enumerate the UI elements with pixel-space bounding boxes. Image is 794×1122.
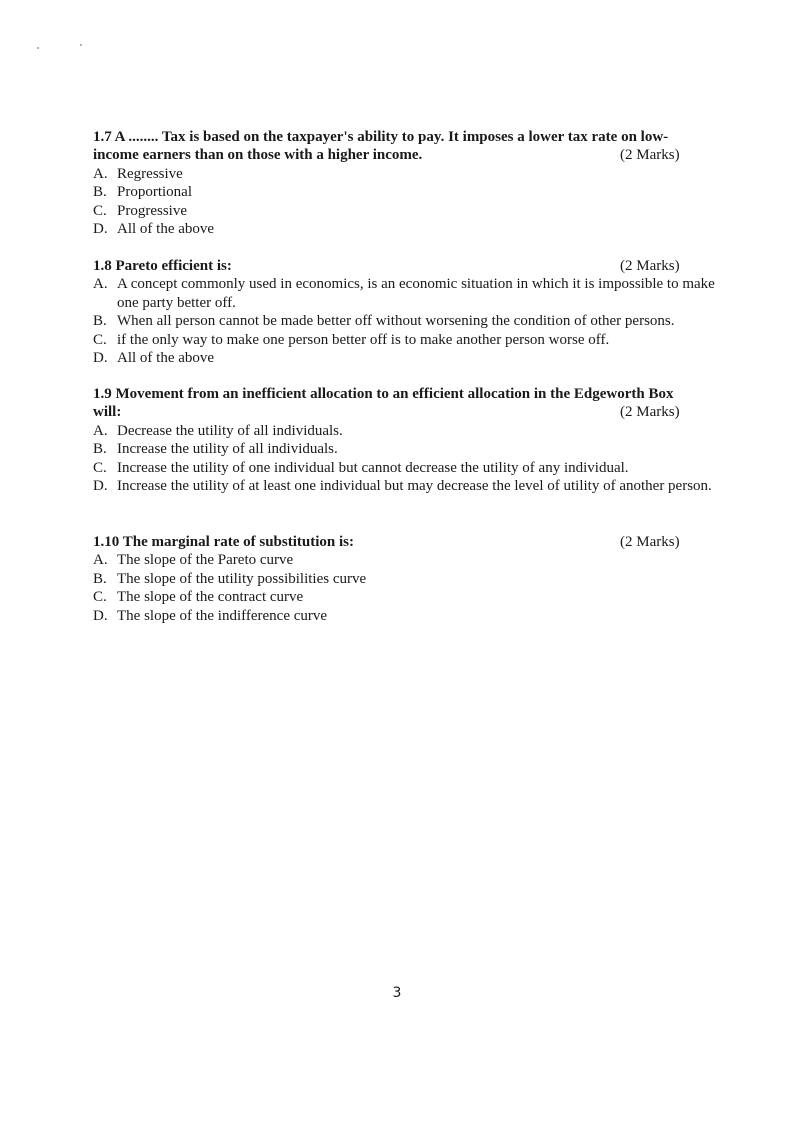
answer-option bbox=[93, 220, 723, 238]
answer-option bbox=[93, 165, 723, 183]
option-letter: A. bbox=[93, 276, 108, 293]
answer-option bbox=[93, 331, 723, 349]
option-text: Increase the utility of one individual but cannot decrease the utility of any individual. bbox=[117, 459, 629, 476]
option-text: All of the above bbox=[117, 350, 215, 367]
question-text-line bbox=[93, 146, 723, 164]
option-text: The slope of the indifference curve bbox=[117, 607, 328, 624]
option-letter: C. bbox=[93, 589, 107, 606]
option-letter: D. bbox=[93, 478, 108, 495]
question-text-line bbox=[93, 403, 723, 421]
option-text: A concept commonly used in economics, is an economic situation in which it is impossible to make one party better off. bbox=[117, 276, 715, 311]
answer-option bbox=[93, 588, 723, 606]
page-number: 3 bbox=[392, 985, 402, 1001]
option-letter: C. bbox=[93, 459, 107, 476]
option-text: Decrease the utility of all individuals. bbox=[117, 422, 343, 439]
option-text: Regressive bbox=[117, 165, 183, 182]
question-text: will: bbox=[93, 404, 122, 421]
option-letter: C. bbox=[93, 331, 107, 348]
question-1-9 bbox=[93, 385, 723, 495]
marks-label: (2 Marks) bbox=[620, 534, 680, 550]
answer-option bbox=[93, 570, 723, 588]
question-1-10 bbox=[93, 533, 723, 625]
option-text: Progressive bbox=[117, 202, 187, 219]
option-letter: B. bbox=[93, 570, 107, 587]
option-letter: A. bbox=[93, 422, 108, 439]
answer-option bbox=[93, 607, 723, 625]
question-text-line: 1.7 A ........ Tax is based on the taxpayer's ability to pay. It imposes a lower tax rate on low- bbox=[93, 129, 669, 145]
option-letter: B. bbox=[93, 184, 107, 201]
answer-option bbox=[93, 440, 723, 458]
option-text: When all person cannot be made better off without worsening the condition of other persons. bbox=[117, 313, 675, 330]
answer-option bbox=[93, 349, 723, 367]
option-text: if the only way to make one person better off is to make another person worse off. bbox=[117, 331, 610, 348]
marks-label: (2 Marks) bbox=[620, 258, 680, 274]
question-text-line: 1.9 Movement from an inefficient allocation to an efficient allocation in the Edgeworth Box bbox=[93, 386, 674, 402]
option-letter: D. bbox=[93, 350, 108, 367]
answer-option bbox=[93, 422, 723, 440]
question-text-line bbox=[93, 257, 723, 275]
option-text: All of the above bbox=[117, 221, 215, 238]
option-text: Increase the utility of at least one individual but may decrease the level of utility of another person. bbox=[117, 478, 712, 495]
option-text: The slope of the contract curve bbox=[117, 589, 304, 606]
option-letter: D. bbox=[93, 607, 108, 624]
option-letter: A. bbox=[93, 552, 108, 569]
option-letter: B. bbox=[93, 441, 107, 458]
scan-speck bbox=[80, 44, 82, 46]
question-text: 1.8 Pareto efficient is: bbox=[93, 258, 232, 274]
answer-option bbox=[93, 551, 723, 569]
option-text: The slope of the utility possibilities curve bbox=[117, 570, 367, 587]
question-text-line bbox=[93, 533, 723, 551]
answer-option bbox=[93, 312, 723, 330]
option-text: The slope of the Pareto curve bbox=[117, 552, 294, 569]
answer-option bbox=[93, 275, 723, 312]
answer-option bbox=[93, 202, 723, 220]
option-text: Proportional bbox=[117, 184, 192, 201]
question-text: 1.10 The marginal rate of substitution is: bbox=[93, 534, 354, 550]
answer-option bbox=[93, 459, 723, 477]
marks-label: (2 Marks) bbox=[620, 404, 680, 421]
marks-label: (2 Marks) bbox=[620, 147, 680, 164]
question-text: income earners than on those with a higher income. bbox=[93, 147, 423, 164]
answer-option bbox=[93, 477, 723, 495]
question-1-8 bbox=[93, 257, 723, 367]
scan-speck bbox=[37, 47, 39, 49]
option-letter: D. bbox=[93, 221, 108, 238]
option-letter: C. bbox=[93, 202, 107, 219]
question-1-7 bbox=[93, 128, 723, 238]
option-letter: A. bbox=[93, 165, 108, 182]
option-letter: B. bbox=[93, 313, 107, 330]
answer-option bbox=[93, 183, 723, 201]
option-text: Increase the utility of all individuals. bbox=[117, 441, 338, 458]
